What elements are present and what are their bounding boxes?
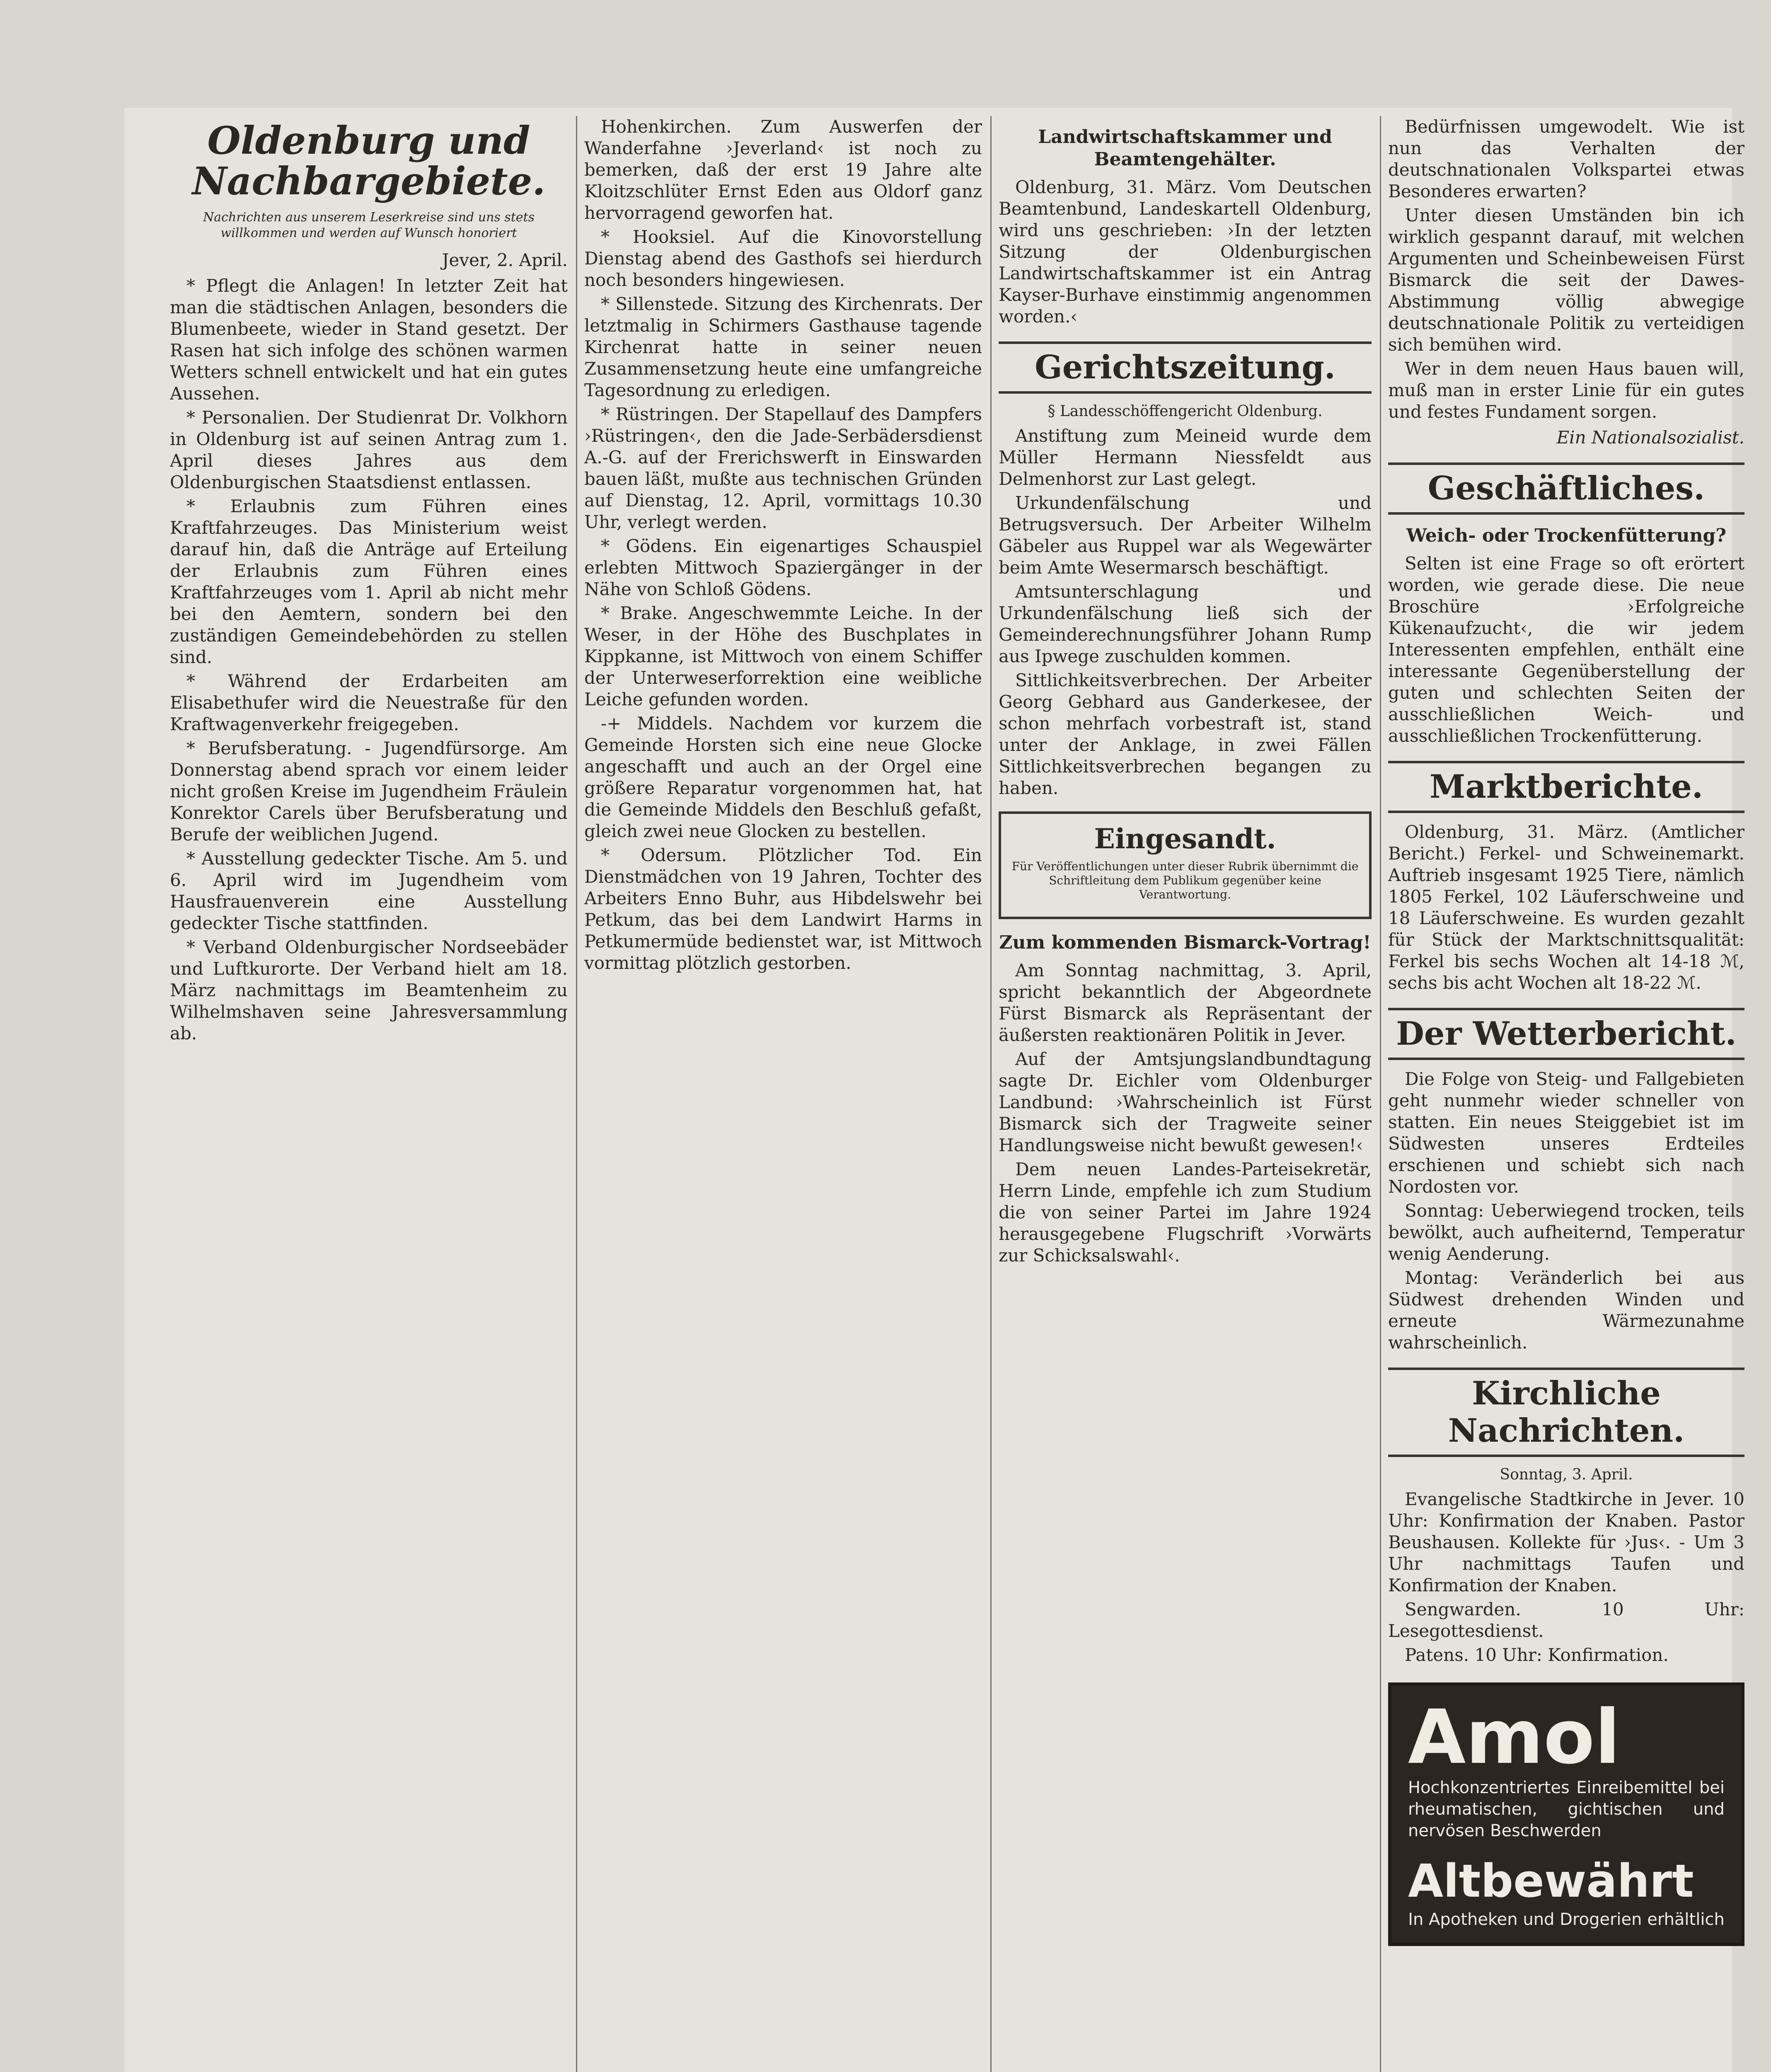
letter-paragraph: Dem neuen Landes-Parteisekretär, Herrn Linde, empfehle ich zum Studium die von seiner Partei im Jahre 1924 herausgegebene Flugschrift ›Vorwärts zur Schicksalswahl‹.: [999, 1159, 1372, 1266]
ad-footer: In Apotheken und Drogerien erhältlich: [1408, 1910, 1725, 1929]
weather-text: Die Folge von Steig- und Fallgebieten geht nunmehr wieder schneller von statten. Ein neues Steiggebiet ist im Südwesten unseres Erdteiles erschienen und schiebt sich nach Nordosten vor.: [1388, 1069, 1744, 1197]
ad-brand: Amol: [1408, 1694, 1621, 1781]
article: * Erlaubnis zum Führen eines Kraftfahrzeuges. Das Ministerium weist darauf hin, daß die Anträge auf Erteilung der Erlaubnis zum Führen eines Kraftfahrzeuges vom 1. April ab nicht mehr bei den Aemtern, sondern bei den zuständigen Gemeindebehörden zu stellen sind.: [170, 496, 568, 667]
business-subheading: Weich- oder Trockenfütterung?: [1406, 525, 1727, 546]
letter-paragraph: Am Sonntag nachmittag, 3. April, spricht bekanntlich der Abgeordnete Fürst Bismarck als Repräsentant der äußersten reaktionären Politik in Jever.: [999, 960, 1372, 1045]
church-entry: Sengwarden. 10 Uhr: Lesegottesdienst.: [1388, 1599, 1744, 1641]
weather-forecast: Montag: Veränderlich bei aus Südwest drehenden Winden und erneute Wärmezunahme wahrscheinlich.: [1388, 1268, 1744, 1353]
letter-paragraph: Unter diesen Umständen bin ich wirklich gespannt darauf, mit welchen Argumenten und Scheinbeweisen Fürst Bismarck die seit der Dawes-Abstimmung völlig abwegige deutschnationale Politik zu verteidigen sich bemühen wird.: [1388, 205, 1744, 355]
newspaper-page: [124, 108, 1744, 2072]
article: * Sillenstede. Sitzung des Kirchenrats. Der letztmalig in Schirmers Gasthause tagende Kirchenrat hatte in seiner neuen Zusammensetzung heute eine umfangreiche Tagesordnung zu erledigen.: [584, 294, 982, 400]
business-text: Selten ist eine Frage so oft erörtert worden, wie gerade diese. Die neue Broschüre ›Erfolgreiche Kükenaufzucht‹, die wir jedem Interessenten empfehlen, enthält eine interessante Gegenüberstellung der guten und schlechten Seiten der ausschließlichen Weich- und ausschließlichen Trockenfütterung.: [1388, 553, 1744, 746]
ad-claim: Altbewährt: [1408, 1854, 1694, 1907]
column-4: [1388, 116, 1744, 2072]
article: * Berufsberatung. - Jugendfürsorge. Am Donnerstag abend sprach vor einem leider nicht großen Kreise im Jugendheim Fräulein Konrektor Carels über Berufsberatung und Berufe der weiblichen Jugend.: [170, 738, 568, 845]
court-report: Amtsunterschlagung und Urkundenfälschung ließ sich der Gemeinderechnungsführer Johann Rump aus Ipwege zuschulden kommen.: [999, 581, 1372, 666]
letter-paragraph: Bedürfnissen umgewodelt. Wie ist nun das Verhalten der deutschnationalen Volkspartei etwas Besonderes erwarten?: [1388, 116, 1744, 201]
weather-forecast: Sonntag: Ueberwiegend trocken, teils bewölkt, auch aufheiternd, Temperatur wenig Aenderung.: [1388, 1201, 1744, 1264]
court-report: Anstiftung zum Meineid wurde dem Müller Hermann Niessfeldt aus Delmenhorst zur Last gelegt.: [999, 426, 1372, 489]
article: -+ Middels. Nachdem vor kurzem die Gemeinde Horsten sich eine neue Glocke angeschafft und auch an der Orgel eine größere Reparatur vorgenommen hat, hat die Gemeinde Middels den Beschluß gefaßt, gleich zwei neue Glocken zu bestellen.: [584, 713, 982, 841]
court-report: Sittlichkeitsverbrechen. Der Arbeiter Georg Gebhard aus Ganderkesee, der schon mehrfach vorbestraft ist, stand unter der Anklage, in zwei Fällen Sittlichkeitsverbrechen begangen zu haben.: [999, 670, 1372, 798]
church-entry: Evangelische Stadtkirche in Jever. 10 Uhr: Konfirmation der Knaben. Pastor Beushausen. Kollekte für ›Jus‹. - Um 3 Uhr nachmittags Taufen und Konfirmation der Knaben.: [1388, 1489, 1744, 1595]
market-text: Oldenburg, 31. März. (Amtlicher Bericht.) Ferkel- und Schweinemarkt. Auftrieb insgesamt 1925 Tiere, nämlich 1805 Ferkel, 102 Läuferschweine und 18 Läuferschweine. Es wurden gezahlt für Stück der Marktschnittsqualität: Ferkel bis sechs Wochen alt 14-18 ℳ, sechs bis acht Wochen alt 18-22 ℳ.: [1388, 822, 1744, 993]
amol-advertisement: [1388, 1682, 1744, 1946]
court-subheading: § Landesschöffengericht Oldenburg.: [1048, 403, 1323, 420]
church-date: Sonntag, 3. April.: [1500, 1466, 1633, 1483]
court-report: Urkundenfälschung und Betrugsversuch. Der Arbeiter Wilhelm Gäbeler aus Ruppel war als Wegewärter beim Amte Wesermarsch beschäftigt.: [999, 493, 1372, 578]
article: * Personalien. Der Studienrat Dr. Volkhorn in Oldenburg ist auf seinen Antrag zum 1. April dieses Jahres aus dem Oldenburgischen Staatsdienst entlassen.: [170, 407, 568, 492]
article: Hohenkirchen. Zum Auswerfen der Wanderfahne ›Jeverland‹ ist noch zu bemerken, daß der erst 19 Jahre alte Kloitzschlüter Ernst Eden aus Oldorf ganz hervorragend geworfen hat.: [584, 116, 982, 223]
column-3: [999, 116, 1372, 2072]
article: * Hooksiel. Auf die Kinovorstellung Dienstag abend des Gasthofs sei hierdurch noch besonders hingewiesen.: [584, 227, 982, 290]
business-heading: Geschäftliches.: [1388, 462, 1744, 515]
column-rule: [576, 116, 577, 2072]
dateline: Jever, 2. April.: [442, 250, 568, 270]
section-masthead: Oldenburg und Nachbargebiete.: [192, 118, 546, 203]
church-heading: Kirchliche Nachrichten.: [1388, 1368, 1744, 1457]
article: * Gödens. Ein eigenartiges Schauspiel erlebten Mittwoch Spaziergänger in der Nähe von Schloß Gödens.: [584, 536, 982, 599]
letter-paragraph: Wer in dem neuen Haus bauen will, muß man in erster Linie für ein gutes und festes Fundament sorgen.: [1388, 358, 1744, 422]
article: * Rüstringen. Der Stapellauf des Dampfers ›Rüstringen‹, den die Jade-Serbädersdienst A.-G. auf der Frerichswerft in Einswarden bauen läßt, mußte aus technischen Gründen auf Dienstag, 12. April, vormittags 10.30 Uhr, verlegt werden.: [584, 404, 982, 532]
church-entry: Patens. 10 Uhr: Konfirmation.: [1405, 1645, 1669, 1665]
letters-box: [999, 811, 1372, 919]
article: * Pflegt die Anlagen! In letzter Zeit hat man die städtischen Anlagen, besonders die Blumenbeete, wieder in Stand gesetzt. Der Rasen hat sich infolge des schönen warmen Wetters schnell entwickelt und hat ein gutes Aussehen.: [170, 276, 568, 404]
article-title: Landwirtschaftskammer und Beamtengehälter.: [1038, 126, 1332, 170]
column-rule: [1380, 116, 1381, 2072]
masthead-note: Nachrichten aus unserem Leserkreise sind uns stets willkommen und werden auf Wunsch honoriert: [203, 210, 535, 240]
ad-tagline: Hochkonzentriertes Einreibemittel bei rheumatischen, gichtischen und nervösen Beschwerden: [1408, 1778, 1725, 1840]
market-heading: Marktberichte.: [1388, 761, 1744, 813]
letters-heading: Eingesandt.: [1094, 823, 1276, 855]
column-2: [584, 116, 982, 2072]
letter-paragraph: Auf der Amtsjungslandbundtagung sagte Dr. Eichler vom Oldenburger Landbund: ›Wahrscheinlich ist Fürst Bismarck sich der Tragweite seiner Handlungsweise nicht bewußt gewesen!‹: [999, 1049, 1372, 1155]
article: * Odersum. Plötzlicher Tod. Ein Dienstmädchen von 19 Jahren, Tochter des Arbeiters Enno Buhr, aus Hibdelswehr bei Petkum, das bei dem Landwirt Harms in Petkumermüde bedienstet war, ist Mittwoch vormittag plötzlich gestorben.: [584, 845, 982, 973]
letters-disclaimer: Für Veröffentlichungen unter dieser Rubrik übernimmt die Schriftleitung dem Publikum gegenüber keine Verantwortung.: [1011, 859, 1359, 901]
article: * Verband Oldenburgischer Nordseebäder und Luftkurorte. Der Verband hielt am 18. März nachmittags im Beamtenheim zu Wilhelmshaven seine Jahresversammlung ab.: [170, 937, 568, 1043]
article: * Ausstellung gedeckter Tische. Am 5. und 6. April wird im Jugendheim vom Hausfrauenverein eine Ausstellung gedeckter Tische stattfinden.: [170, 848, 568, 933]
court-heading: Gerichtszeitung.: [999, 341, 1372, 394]
letter-signature: Ein Nationalsozialist.: [1556, 427, 1744, 448]
column-rule: [990, 116, 992, 2072]
weather-heading: Der Wetterbericht.: [1388, 1008, 1744, 1060]
letter-title: Zum kommenden Bismarck-Vortrag!: [999, 932, 1371, 953]
article: * Brake. Angeschwemmte Leiche. In der Weser, in der Höhe des Buschplates in Kippkanne, ist Mittwoch von einem Schiffer der Unterweserforrektion eine weibliche Leiche gefunden worden.: [584, 603, 982, 709]
article: * Während der Erdarbeiten am Elisabethufer wird die Neuestraße für den Kraftwagenverkehr freigegeben.: [170, 671, 568, 734]
article: Oldenburg, 31. März. Vom Deutschen Beamtenbund, Landeskartell Oldenburg, wird uns geschrieben: ›In der letzten Sitzung der Oldenburgischen Landwirtschaftskammer ist ein Antrag Kayser-Burhave einstimmig angenommen worden.‹: [999, 177, 1372, 327]
column-1: [170, 116, 568, 2072]
